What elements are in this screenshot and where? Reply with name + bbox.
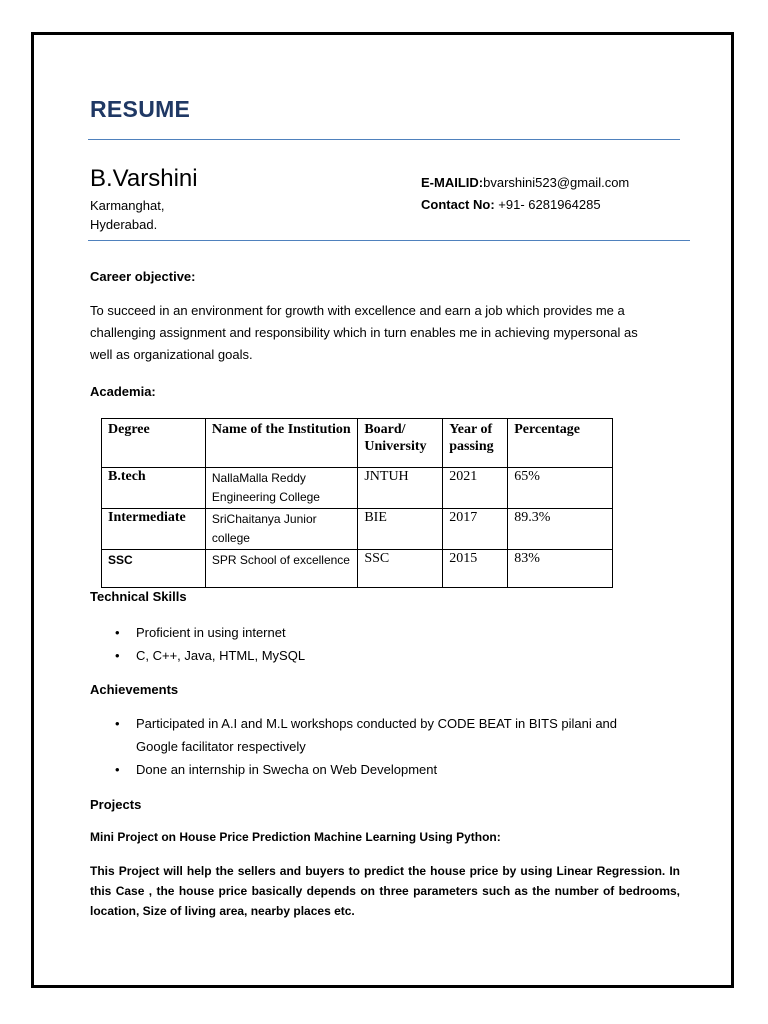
list-item <box>115 758 617 781</box>
percentage-cell: 83% <box>508 550 613 588</box>
percentage-cell: 89.3% <box>508 509 613 550</box>
project-description: This Project will help the sellers and buyers to predict the house price by using Linear Regression. In this Case , the house price basically depends on three parameters such as the number of bedrooms, location, Size of living area, nearby places etc. <box>90 864 680 918</box>
bullet-icon: • <box>115 625 120 640</box>
email-value: bvarshini523@gmail.com <box>483 175 630 190</box>
career-line-3: well as organizational goals. <box>90 347 253 362</box>
header-divider <box>88 240 690 241</box>
percentage-cell: 65% <box>508 468 613 509</box>
technical-skills-list <box>115 621 305 667</box>
candidate-name: B.Varshini <box>90 165 198 192</box>
year-cell: 2015 <box>443 550 508 588</box>
achievement-line-1: Participated in A.I and M.L workshops conducted by CODE BEAT in BITS pilani and <box>136 716 618 731</box>
list-item <box>115 712 617 758</box>
achievement-text: Done an internship in Swecha on Web Development <box>136 762 438 777</box>
skill-text: C, C++, Java, HTML, MySQL <box>136 648 306 663</box>
achievements-heading: Achievements <box>90 682 179 697</box>
address-line-2: Hyderabad. <box>90 217 158 232</box>
header-degree: Degree <box>102 419 206 468</box>
career-line-1: To succeed in an environment for growth with excellence and earn a job which provides me a <box>90 303 625 318</box>
degree-cell: B.tech <box>102 468 206 509</box>
skill-text: Proficient in using internet <box>136 625 286 640</box>
list-item <box>115 644 305 667</box>
email-label: E-MAILID: <box>421 175 484 190</box>
table-row <box>102 550 613 588</box>
bullet-icon: • <box>115 762 120 777</box>
address-line-1: Karmanghat, <box>90 198 165 213</box>
year-cell: 2021 <box>443 468 508 509</box>
degree-cell: Intermediate <box>102 509 206 550</box>
achievement-line-2: Google facilitator respectively <box>136 739 306 754</box>
career-objective-text <box>90 300 690 366</box>
year-cell: 2017 <box>443 509 508 550</box>
table-row <box>102 468 613 509</box>
list-item <box>115 621 305 644</box>
institution-cell: NallaMalla Reddy Engineering College <box>205 468 357 509</box>
board-cell: BIE <box>358 509 443 550</box>
technical-skills-heading: Technical Skills <box>90 589 187 604</box>
contact-label: Contact No: <box>421 197 495 212</box>
header-board: Board/ University <box>358 419 443 468</box>
table-header-row <box>102 419 613 468</box>
academia-table <box>101 418 613 588</box>
email-line <box>421 175 629 190</box>
institution-cell: SPR School of excellence <box>205 550 357 588</box>
academia-heading: Academia: <box>90 384 156 399</box>
degree-cell: SSC <box>102 550 206 588</box>
header-year: Year of passing <box>443 419 508 468</box>
institution-cell: SriChaitanya Junior college <box>205 509 357 550</box>
career-line-2: challenging assignment and responsibility which in turn enables me in achieving mypersonal as <box>90 325 638 340</box>
career-objective-heading: Career objective: <box>90 269 196 284</box>
achievement-text <box>136 712 617 758</box>
contact-line <box>421 197 601 212</box>
board-cell: JNTUH <box>358 468 443 509</box>
header-percentage: Percentage <box>508 419 613 468</box>
projects-heading: Projects <box>90 797 142 812</box>
bullet-icon: • <box>115 716 120 731</box>
bullet-icon: • <box>115 648 120 663</box>
board-cell: SSC <box>358 550 443 588</box>
resume-title: RESUME <box>90 96 191 122</box>
achievements-list <box>115 712 617 781</box>
table-row <box>102 509 613 550</box>
contact-value: +91- 6281964285 <box>494 197 601 212</box>
project-title: Mini Project on House Price Prediction Machine Learning Using Python: <box>90 830 501 844</box>
header-institution: Name of the Institution <box>205 419 357 468</box>
title-divider <box>88 139 680 140</box>
